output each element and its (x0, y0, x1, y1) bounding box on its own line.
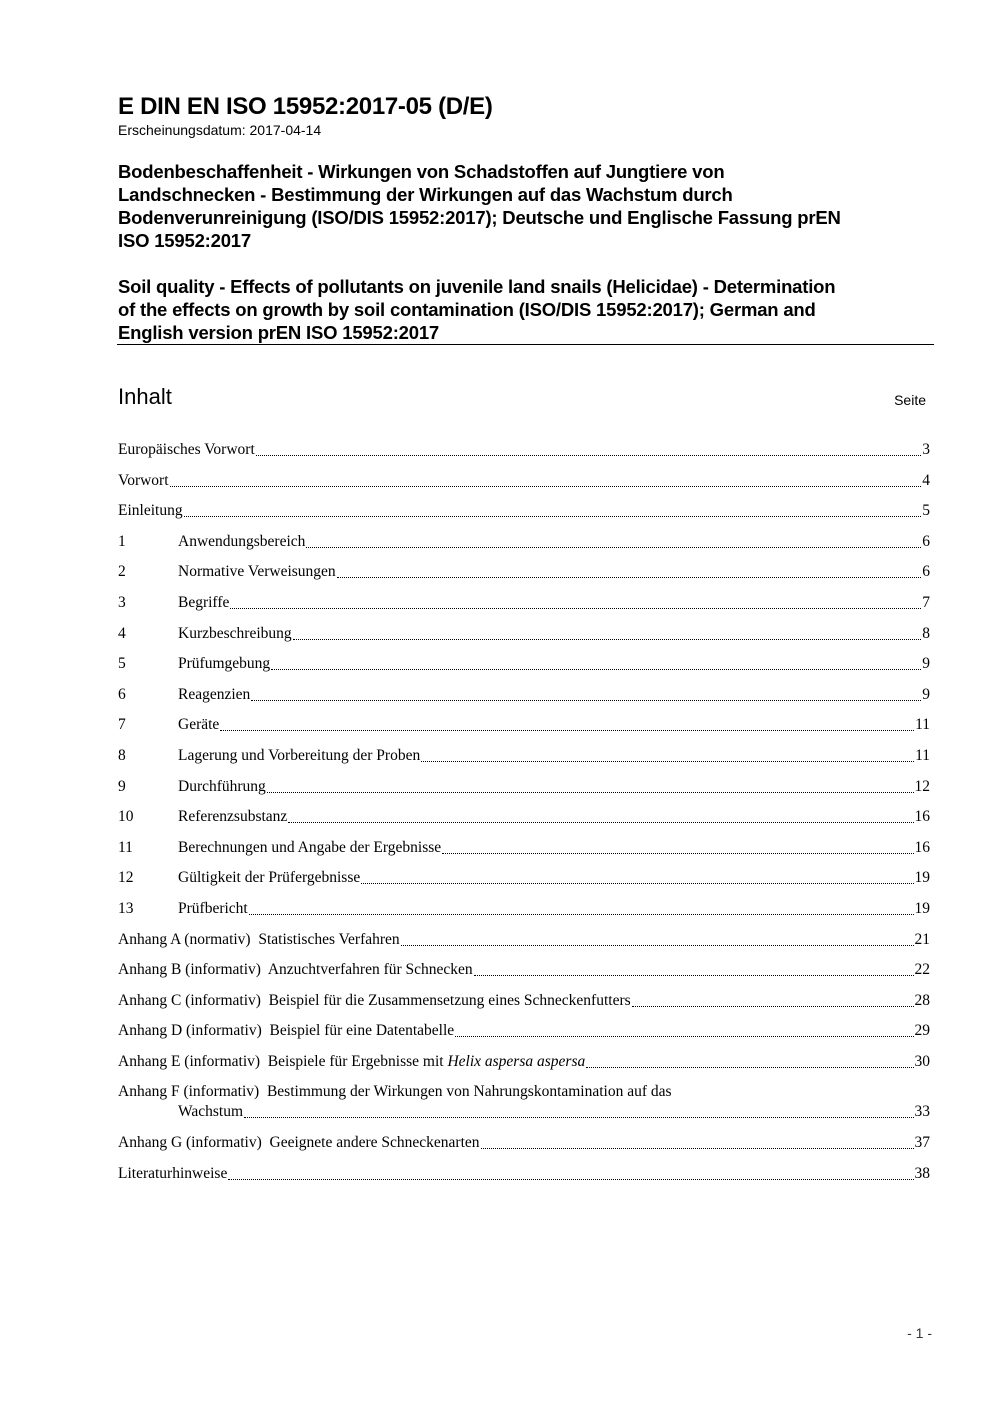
toc-entry-page: 3 (922, 441, 930, 458)
dot-leader (337, 569, 922, 578)
document-title: E DIN EN ISO 15952:2017-05 (D/E) (118, 93, 493, 120)
toc-heading: Inhalt (118, 384, 172, 409)
dot-leader (170, 478, 922, 487)
toc-entry-label (118, 960, 473, 980)
toc-entry-clause-13[interactable] (118, 899, 930, 919)
dot-leader (267, 784, 914, 793)
annex-title-continued: Wachstum (178, 1103, 244, 1121)
title-german-line: ISO 15952:2017 (118, 230, 251, 251)
publication-date: Erscheinungsdatum: 2017-04-14 (118, 122, 322, 138)
toc-entry-annex-d[interactable] (118, 1021, 930, 1041)
dot-leader (632, 998, 914, 1007)
dot-leader (249, 906, 914, 915)
dot-leader (244, 1109, 913, 1118)
page-number: - 1 - (907, 1325, 932, 1341)
title-english-line: English version prEN ISO 15952:2017 (118, 322, 440, 343)
annex-title: Anzuchtverfahren für Schnecken (267, 961, 473, 979)
toc-entry-page: 4 (922, 471, 930, 489)
toc-entry-number: 2 (118, 563, 126, 581)
dot-leader (586, 1059, 913, 1068)
toc-entry-label (118, 1133, 480, 1153)
toc-entry-clause-6[interactable] (118, 685, 930, 705)
toc-entry-label: Einleitung (118, 502, 183, 520)
dot-leader (306, 539, 921, 548)
toc-entry-clause-9[interactable] (118, 777, 930, 797)
toc-entry-page: 9 (922, 655, 930, 673)
annex-title: Beispiele für Ergebnisse mit (267, 1052, 444, 1070)
toc-entry-page: 9 (922, 685, 930, 703)
toc-entry-label (118, 930, 400, 950)
toc-entry-label: Kurzbeschreibung (178, 624, 292, 642)
toc-entry-clause-10[interactable] (118, 807, 930, 827)
dot-leader (256, 447, 921, 456)
toc-entry-page: 5 (922, 502, 930, 520)
annex-title-italic: Helix aspersa aspersa (447, 1052, 586, 1070)
toc-entry-number: 10 (118, 808, 134, 826)
annex-title: Beispiel für die Zusammensetzung eines Schneckenfutters (268, 991, 631, 1009)
toc-entry-label: Geräte (178, 716, 220, 734)
header-divider (117, 344, 934, 345)
dot-leader (361, 875, 913, 884)
toc-entry-label: Lagerung und Vorbereitung der Proben (178, 746, 421, 764)
title-german (118, 160, 934, 252)
title-english-line: Soil quality - Effects of pollutants on juvenile land snails (Helicidae) - Determination (118, 276, 836, 297)
toc-entry-clause-4[interactable] (118, 624, 930, 644)
toc-entry-introduction[interactable] (118, 501, 930, 521)
title-german-line: Bodenbeschaffenheit - Wirkungen von Schadstoffen auf Jungtiere von (118, 161, 725, 182)
annex-title: Bestimmung der Wirkungen von Nahrungskontamination auf das (266, 1083, 672, 1101)
toc-entry-clause-5[interactable] (118, 654, 930, 674)
toc-entry-annex-g[interactable] (118, 1133, 930, 1153)
toc-entry-number: 7 (118, 716, 126, 734)
toc-entry-number: 4 (118, 624, 126, 642)
toc-entry-page: 22 (914, 961, 930, 979)
toc-entry-label: Referenzsubstanz (178, 808, 288, 826)
dot-leader (228, 1171, 913, 1180)
toc-entry-label: Vorwort (118, 471, 169, 489)
toc-entry-page: 19 (914, 899, 930, 917)
toc-entry-continuation (118, 1102, 930, 1122)
toc-entry-label: Durchführung (178, 777, 266, 795)
dot-leader (293, 631, 922, 640)
annex-prefix: Anhang D (informativ) (118, 1022, 262, 1040)
toc-entry-number: 5 (118, 655, 126, 673)
annex-prefix: Anhang B (informativ) (118, 961, 261, 979)
annex-prefix: Anhang G (informativ) (118, 1134, 262, 1152)
toc-entry-number: 8 (118, 746, 126, 764)
toc-entry-label (118, 1021, 454, 1041)
toc-entry-label: Reagenzien (178, 685, 251, 703)
dot-leader (184, 508, 922, 517)
toc-entry-label: Berechnungen und Angabe der Ergebnisse (178, 838, 442, 856)
toc-entry-label: Begriffe (178, 593, 230, 611)
toc-entry-page: 8 (922, 624, 930, 642)
dot-leader (481, 1140, 914, 1149)
toc-entry-clause-11[interactable] (118, 838, 930, 858)
toc-entry-clause-1[interactable] (118, 532, 930, 552)
toc-entry-foreword[interactable] (118, 471, 930, 491)
toc-entry-page: 33 (914, 1103, 930, 1121)
toc-entry-number: 9 (118, 777, 126, 795)
toc-page-label: Seite (894, 392, 926, 408)
toc-entry-clause-3[interactable] (118, 593, 930, 613)
document-header (118, 92, 934, 344)
toc-entry-label: Gültigkeit der Prüfergebnisse (178, 869, 361, 887)
toc-entry-label: Anwendungsbereich (178, 532, 306, 550)
toc-entry-clause-8[interactable] (118, 746, 930, 766)
annex-title: Beispiel für eine Datentabelle (269, 1022, 455, 1040)
dot-leader (271, 661, 921, 670)
toc-entry-page: 29 (914, 1022, 930, 1040)
dot-leader (230, 600, 921, 609)
title-german-line: Landschnecken - Bestimmung der Wirkungen auf das Wachstum durch (118, 184, 733, 205)
toc-entry-number: 11 (118, 838, 133, 856)
dot-leader (401, 937, 914, 946)
annex-title: Statistisches Verfahren (258, 930, 400, 948)
toc-entry-page: 16 (914, 838, 930, 856)
toc-entry-label: Normative Verweisungen (178, 563, 336, 581)
annex-prefix: Anhang E (informativ) (118, 1052, 261, 1070)
toc-entry-page: 16 (914, 808, 930, 826)
dot-leader (474, 967, 914, 976)
toc-header (118, 382, 926, 412)
toc-entry-label (118, 991, 631, 1011)
toc-entry-annex-a[interactable] (118, 930, 930, 950)
annex-title: Geeignete andere Schneckenarten (269, 1134, 480, 1152)
toc-entry-label: Prüfbericht (178, 899, 248, 917)
toc-entry-label (118, 1052, 585, 1072)
toc-entry-annex-f[interactable] (118, 1082, 930, 1122)
toc-entry-page: 19 (914, 869, 930, 887)
toc-entry-number: 12 (118, 869, 134, 887)
dot-leader (442, 845, 913, 854)
toc-entry-annex-b[interactable] (118, 960, 930, 980)
annex-prefix: Anhang F (informativ) (118, 1083, 260, 1101)
toc-entry-label: Europäisches Vorwort (118, 441, 255, 458)
toc-entry-page: 7 (922, 593, 930, 611)
annex-prefix: Anhang C (informativ) (118, 991, 261, 1009)
toc-entry-page: 37 (914, 1134, 930, 1152)
toc-entry-number: 6 (118, 685, 126, 703)
toc-entry-page: 11 (915, 746, 930, 764)
toc-entry-clause-12[interactable] (118, 868, 930, 888)
dot-leader (288, 814, 913, 823)
title-english (118, 275, 934, 344)
toc-entry-page: 28 (914, 991, 930, 1009)
toc-entry-page: 11 (915, 716, 930, 734)
toc-entry-clause-7[interactable] (118, 715, 930, 735)
toc-entry-page: 30 (914, 1052, 930, 1070)
toc-entry-page: 38 (914, 1164, 930, 1182)
annex-prefix: Anhang A (normativ) (118, 930, 251, 948)
toc-entry-number: 13 (118, 899, 134, 917)
toc-entry-number: 3 (118, 593, 126, 611)
toc-entry-page: 12 (914, 777, 930, 795)
toc-entry-label: Prüfumgebung (178, 655, 271, 673)
toc-entry-label: Literaturhinweise (118, 1164, 228, 1182)
toc-entry-annex-e[interactable] (118, 1052, 930, 1072)
toc-entry-page: 6 (922, 563, 930, 581)
toc-entry-page: 21 (914, 930, 930, 948)
toc-entry-page: 6 (922, 532, 930, 550)
toc-entry-bibliography[interactable] (118, 1164, 930, 1184)
toc-entry-european-foreword[interactable] (118, 440, 930, 460)
title-english-line: of the effects on growth by soil contamination (ISO/DIS 15952:2017); German and (118, 299, 816, 320)
toc-entry-annex-c[interactable] (118, 991, 930, 1011)
dot-leader (455, 1028, 913, 1037)
table-of-contents (118, 440, 930, 1194)
toc-entry-clause-2[interactable] (118, 562, 930, 582)
dot-leader (220, 722, 914, 731)
title-german-line: Bodenverunreinigung (ISO/DIS 15952:2017); Deutsche und Englische Fassung prEN (118, 207, 841, 228)
toc-entry-number: 1 (118, 532, 126, 550)
toc-entry-label (118, 1082, 930, 1102)
dot-leader (421, 753, 914, 762)
dot-leader (251, 692, 921, 701)
